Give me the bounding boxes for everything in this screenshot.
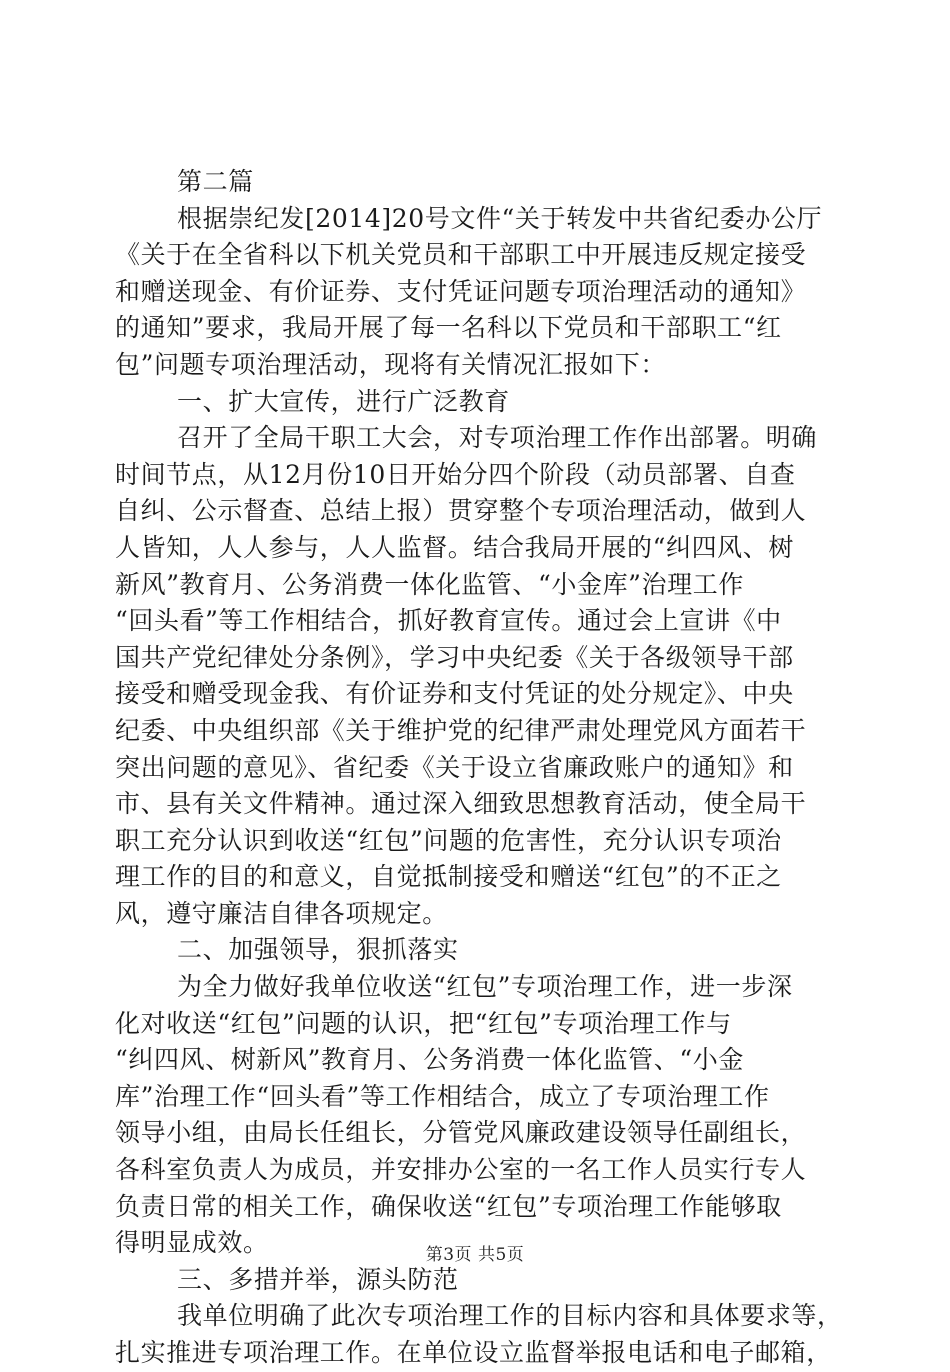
text-line: 风，遵守廉洁自律各项规定。 [115,898,448,928]
text-line: 包”问题专项治理活动，现将有关情况汇报如下： [115,349,666,379]
text-line: 领导小组，由局长任组长，分管党风廉政建设领导任副组长， [115,1118,807,1148]
text-line: 纪委、中央组织部《关于维护党的纪律严肃处理党风方面若干 [115,715,807,745]
text-line: 理工作的目的和意义，自觉抵制接受和赠送“红包”的不正之 [115,862,782,892]
text-line: 我单位明确了此次专项治理工作的目标内容和具体要求等， [177,1301,843,1331]
text-line: 得明显成效。 [115,1228,269,1258]
text-line: 新风”教育月、公务消费一体化监管、“小金库”治理工作 [115,569,744,599]
text-line: 突出问题的意见》、省纪委《关于设立省廉政账户的通知》和 [115,752,794,782]
text-line: 《关于在全省科以下机关党员和干部职工中开展违反规定接受 [115,240,807,270]
text-line: 扎实推进专项治理工作。在单位设立监督举报电话和电子邮箱， [115,1338,832,1367]
text-line: 国共产党纪律处分条例》，学习中央纪委《关于各级领导干部 [115,642,794,672]
text-line: 负责日常的相关工作，确保收送“红包”专项治理工作能够取 [115,1191,782,1221]
text-line: 人皆知，人人参与，人人监督。结合我局开展的“纠四风、树 [115,532,794,562]
text-line: 三、多措并举，源头防范 [177,1264,459,1294]
text-line: 各科室负责人为成员，并安排办公室的一名工作人员实行专人 [115,1155,807,1185]
text-line: 接受和赠受现金我、有价证券和支付凭证的处分规定》、中央 [115,679,794,709]
text-line: 时间节点，从12月份10日开始分四个阶段（动员部署、自查 [115,459,796,489]
document-body [115,164,843,1372]
text-line: 市、县有关文件精神。通过深入细致思想教育活动，使全局干 [115,789,807,819]
text-line: 职工充分认识到收送“红包”问题的危害性，充分认识专项治 [115,825,782,855]
text-line: 为全力做好我单位收送“红包”专项治理工作，进一步深 [177,972,793,1002]
text-line: 和赠送现金、有价证券、支付凭证问题专项治理活动的通知》 [115,276,807,306]
text-line: 自纠、公示督查、总结上报）贯穿整个专项治理活动，做到人 [115,496,807,526]
text-line: 化对收送“红包”问题的认识，把“红包”专项治理工作与 [115,1008,732,1038]
text-line: 库”治理工作“回头看”等工作相结合，成立了专项治理工作 [115,1081,770,1111]
text-line: 召开了全局干职工大会，对专项治理工作作出部署。明确 [177,423,818,453]
page-number-footer: 第3页 共5页 [425,1245,525,1265]
text-line: 二、加强领导，狠抓落实 [177,935,459,965]
text-line: 一、扩大宣传，进行广泛教育 [177,386,510,416]
text-line: 第二篇 [177,167,254,196]
text-line: “纠四风、树新风”教育月、公务消费一体化监管、“小金 [115,1045,744,1075]
text-line: 根据崇纪发[2014]20号文件“关于转发中共省纪委办公厅 [177,203,823,233]
text-line: 的通知”要求，我局开展了每一名科以下党员和干部职工“红 [115,313,782,343]
text-line: “回头看”等工作相结合，抓好教育宣传。通过会上宣讲《中 [115,606,782,636]
